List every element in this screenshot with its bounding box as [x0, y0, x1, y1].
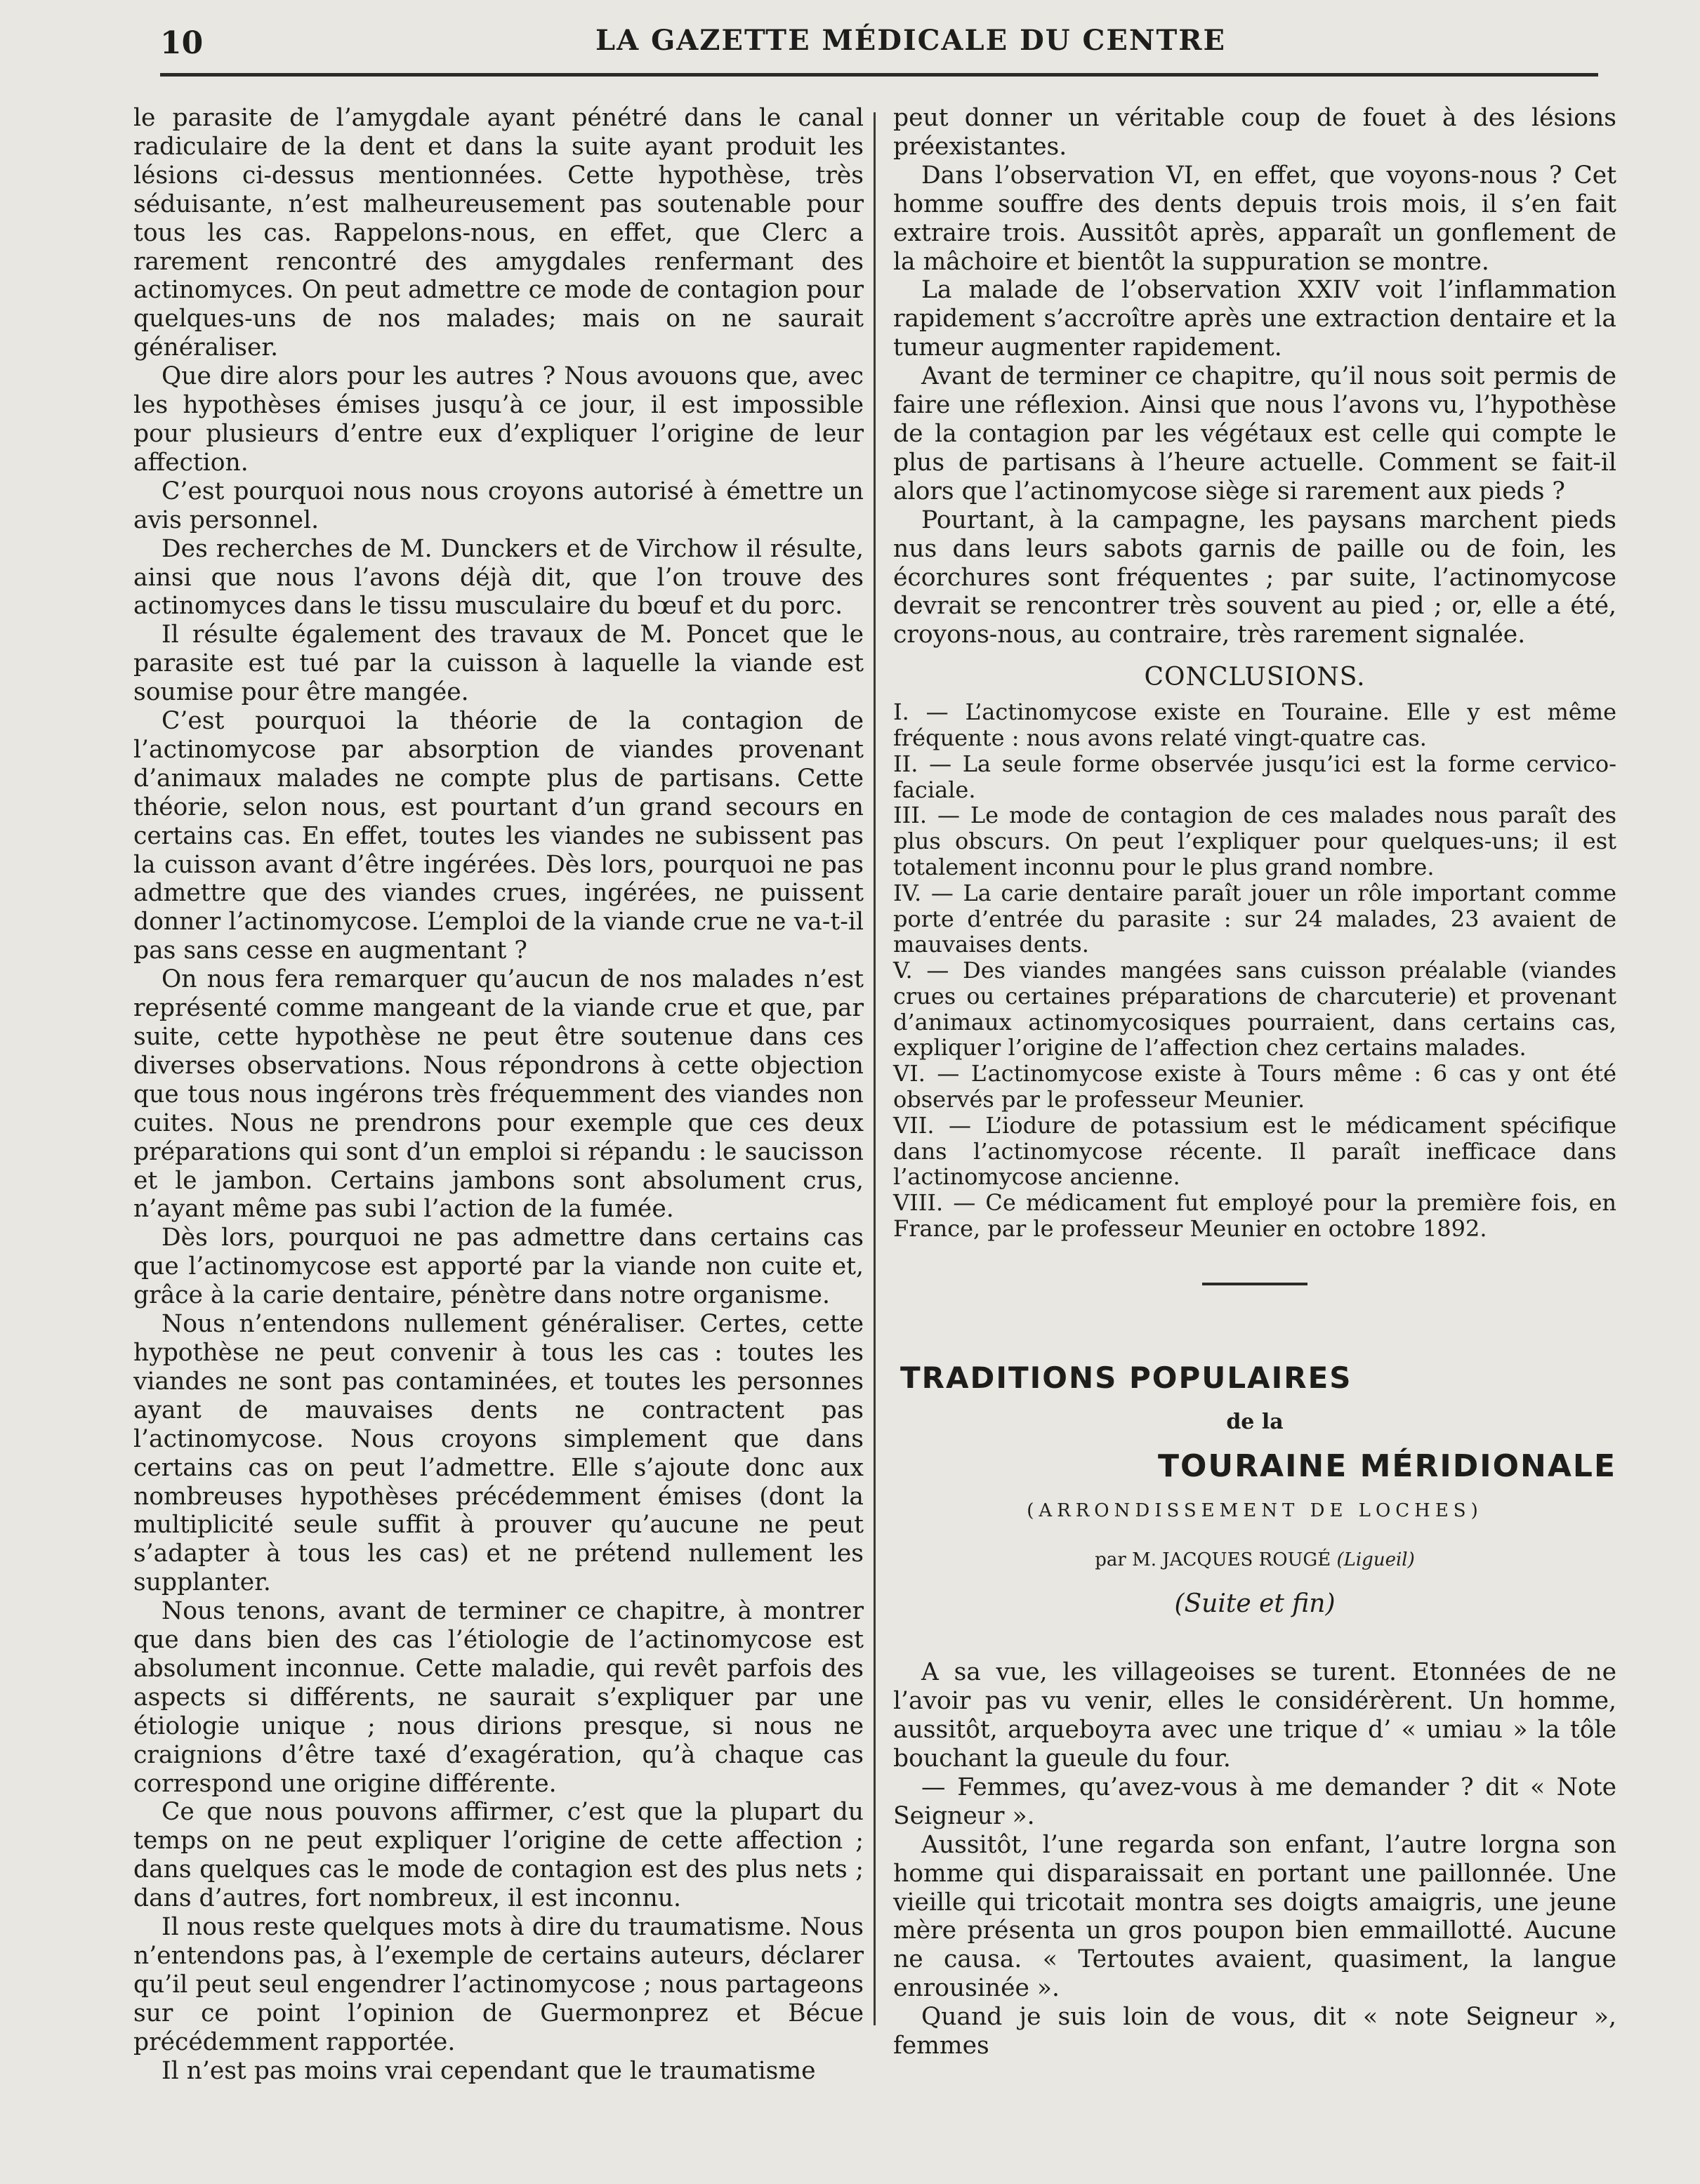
article-title-preposition: de la — [1226, 1409, 1284, 1434]
conclusion-item: V. — Des viandes mangées sans cuisson préalable (viandes crues ou certaines préparations de charcuterie) et provenant d’animaux actinomycosiques pourraient, dans certains cas, expliquer l’origine de l’affection chez certains malades. — [893, 957, 1616, 1061]
paragraph: A sa vue, les villageoises se turent. Etonnées de ne l’avoir pas vu venir, elles le considérèrent. Un homme, aussitôt, arqueboута avec une trique d’ « umiau » la tôle bouchant la gueule du four. — [893, 1658, 1616, 1773]
left-column — [133, 104, 864, 2086]
section-separator — [1202, 1283, 1307, 1285]
paragraph: Nous n’entendons nullement généraliser. Certes, cette hypothèse ne peut convenir à tous les cas : toutes les viandes ne sont pas contaminées, et toutes les personnes ayant de mauvaises dents ne contractent pas l’actinomycose. Nous croyons simplement que dans certains cas on peut l’admettre. Elle s’ajoute donc aux nombreuses hypothèses précédemment émises (dont la multiplicité seule suffit à prouver qu’aucune ne peut s’adapter à tous les cas) et ne prétend nullement les supplanter. — [133, 1310, 864, 1597]
paragraph: le parasite de l’amygdale ayant pénétré dans le canal radiculaire de la dent et dans la suite ayant produit les lésions ci-dessus mentionnées. Cette hypothèse, très séduisante, n’est malheureusement pas soutenable pour tous les cas. Rappelons-nous, en effet, que Clerc a rarement rencontré des amygdales renfermant des actinomyces. On peut admettre ce mode de contagion pour quelques-uns de nos malades; mais on ne saurait généraliser. — [133, 104, 864, 362]
running-title: LA GAZETTE MÉDICALE DU CENTRE — [595, 24, 1226, 57]
author-name: JACQUES ROUGÉ — [1162, 1549, 1331, 1571]
paragraph: Avant de terminer ce chapitre, qu’il nous soit permis de faire une réflexion. Ainsi que nous l’avons vu, l’hypothèse de la contagion par les végétaux est celle qui compte le plus de partisans à l’heure actuelle. Comment se fait-il alors que l’actinomycose siège si rarement aux pieds ? — [893, 362, 1616, 505]
paragraph: Il nous reste quelques mots à dire du traumatisme. Nous n’entendons pas, à l’exemple de certains auteurs, déclarer qu’il peut seul engendrer l’actinomycose ; nous partageons sur ce point l’opinion de Guermonprez et Bécue précédemment rapportée. — [133, 1913, 864, 2056]
author-location: (Ligueil) — [1336, 1549, 1415, 1571]
paragraph: La malade de l’observation XXIV voit l’inflammation rapidement s’accroître après une extraction dentaire et la tumeur augmenter rapidement. — [893, 276, 1616, 362]
conclusion-item: VI. — L’actinomycose existe à Tours même : 6 cas y ont été observés par le professeur Meunier. — [893, 1060, 1616, 1113]
paragraph: Aussitôt, l’une regarda son enfant, l’autre lorgna son homme qui disparaissait en portant une paillonnée. Une vieille qui tricotait montra ses doigts amaigris, une jeune mère présenta un gros poupon bien emmaillotté. Aucune ne causa. « Tertoutes avaient, quasiment, la langue enrousinée ». — [893, 1830, 1616, 2003]
paragraph: Que dire alors pour les autres ? Nous avouons que, avec les hypothèses émises jusqu’à ce jour, il est impossible pour plusieurs d’entre eux d’expliquer l’origine de leur affection. — [133, 362, 864, 477]
paragraph: Dès lors, pourquoi ne pas admettre dans certains cas que l’actinomycose est apporté par la viande non cuite et, grâce à la carie dentaire, pénètre dans notre organisme. — [133, 1224, 864, 1310]
article-body — [893, 1658, 1616, 2060]
paragraph: Dans l’observation VI, en effet, que voyons-nous ? Cet homme souffre des dents depuis trois mois, il s’en fait extraire trois. Aussitôt après, apparaît un gonflement de la mâchoire et bientôt la suppuration se montre. — [893, 161, 1616, 276]
conclusions-heading: CONCLUSIONS. — [1144, 663, 1366, 692]
article-subtitle: TOURAINE MÉRIDIONALE — [1157, 1448, 1616, 1484]
paragraph: On nous fera remarquer qu’aucun de nos malades n’est représenté comme mangeant de la viande crue et que, par suite, cette hypothèse ne peut être soutenue dans ces diverses observations. Nous répondrons à cette objection que tous nous ingérons très fréquemment des viandes non cuites. Nous ne prendrons pour exemple que ces deux préparations qui sont d’un emploi si répandu : le saucisson et le jambon. Certains jambons sont absolument crus, n’ayant même pas subi l’action de la fumée. — [133, 965, 864, 1224]
paragraph: Nous tenons, avant de terminer ce chapitre, à montrer que dans bien des cas l’étiologie de l’actinomycose est absolument inconnue. Cette maladie, qui revêt parfois des aspects si différents, ne saurait s’expliquer par une étiologie unique ; nous dirions presque, si nous ne craignions d’être taxé d’exagération, qu’à chaque cas correspond une origine différente. — [133, 1597, 864, 1798]
paragraph: peut donner un véritable coup de fouet à des lésions préexistantes. — [893, 104, 1616, 161]
conclusion-item: IV. — La carie dentaire paraît jouer un rôle important comme porte d’entrée du parasite : sur 24 malades, 23 avaient de mauvaises dents. — [893, 879, 1616, 958]
column-divider — [874, 112, 876, 2025]
right-column — [893, 104, 1616, 2060]
paragraph: — Femmes, qu’avez-vous à me demander ? dit « Note Seigneur ». — [893, 1773, 1616, 1830]
page-number: 10 — [160, 25, 204, 61]
paragraph: Des recherches de M. Dunckers et de Virchow il résulte, ainsi que nous l’avons déjà dit, que l’on trouve des actinomyces dans le tissu musculaire du bœuf et du porc. — [133, 534, 864, 621]
paragraph: Quand je suis loin de vous, dit « note Seigneur », femmes — [893, 2003, 1616, 2060]
paragraph: C’est pourquoi la théorie de la contagion de l’actinomycose par absorption de viandes provenant d’animaux malades ne compte plus de partisans. Cette théorie, selon nous, est pourtant d’un grand secours en certains cas. En effet, toutes les viandes ne subissent pas la cuisson avant d’être ingérées. Dès lors, pourquoi ne pas admettre que des viandes crues, ingérées, ne puissent donner l’actinomycose. L’emploi de la viande crue ne va-t-il pas sans cesse en augmentant ? — [133, 707, 864, 965]
byline-prefix: par M. — [1095, 1549, 1163, 1571]
paragraph: Pourtant, à la campagne, les paysans marchent pieds nus dans leurs sabots garnis de paille ou de foin, les écorchures sont fréquentes ; par suite, l’actinomycose devrait se rencontrer très souvent au pied ; or, elle a été, croyons-nous, au contraire, très rarement signalée. — [893, 505, 1616, 649]
article-district: (ARRONDISSEMENT DE LOCHES) — [1027, 1500, 1483, 1521]
conclusion-item: VIII. — Ce médicament fut employé pour la première fois, en France, par le professeur Meunier en octobre 1892. — [893, 1189, 1616, 1243]
conclusion-item: I. — L’actinomycose existe en Touraine. Elle y est même fréquente : nous avons relaté vingt-quatre cas. — [893, 699, 1616, 751]
paragraph: C’est pourquoi nous nous croyons autorisé à émettre un avis personnel. — [133, 477, 864, 534]
header-rule — [160, 73, 1598, 77]
conclusion-item: VII. — L’iodure de potassium est le médicament spécifique dans l’actinomycose récente. Il paraît inefficace dans l’actinomycose ancienne. — [893, 1111, 1616, 1191]
paragraph: Il résulte également des travaux de M. Poncet que le parasite est tué par la cuisson à laquelle la viande est soumise pour être mangée. — [133, 621, 864, 707]
conclusion-item: II. — La seule forme observée jusqu’ici est la forme cervico-faciale. — [893, 750, 1616, 803]
article-continuation-note: (Suite et fin) — [1174, 1589, 1336, 1619]
article-byline — [893, 1546, 1616, 1575]
conclusion-item: III. — Le mode de contagion de ces malades nous paraît des plus obscurs. On peut l’expliquer pour quelques-uns; il est totalement inconnu pour le plus grand nombre. — [893, 802, 1616, 880]
page-header — [160, 21, 1600, 70]
paragraph: Ce que nous pouvons affirmer, c’est que la plupart du temps on ne peut expliquer l’origine de cette affection ; dans quelques cas le mode de contagion est des plus nets ; dans d’autres, fort nombreux, il est inconnu. — [133, 1798, 864, 1913]
paragraph: Il n’est pas moins vrai cependant que le traumatisme — [162, 2056, 816, 2085]
article-title: TRADITIONS POPULAIRES — [900, 1360, 1352, 1395]
